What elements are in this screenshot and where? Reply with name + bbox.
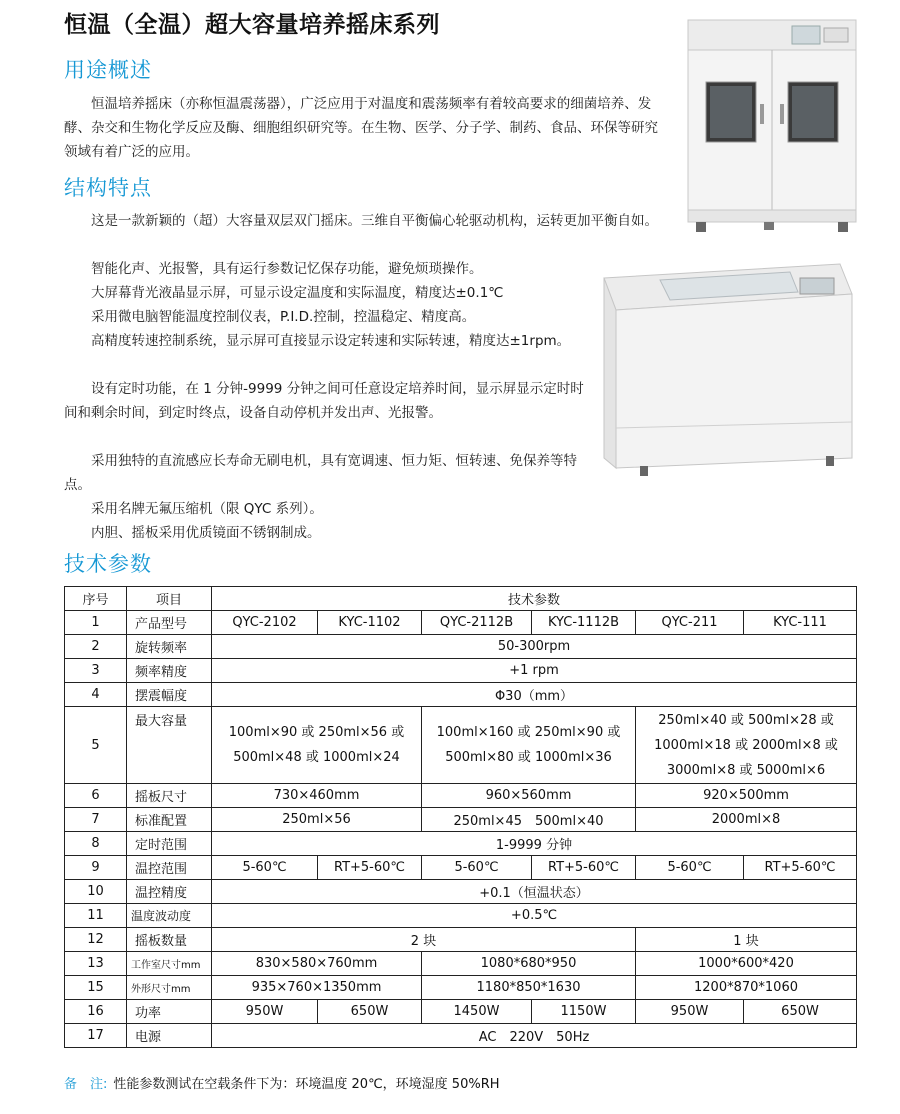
table-row <box>65 1024 857 1048</box>
row-item: 摇板尺寸 <box>127 784 212 808</box>
table-row <box>65 904 857 928</box>
feature-item: 采用名牌无氟压缩机（限 QYC 系列）。 <box>91 501 323 517</box>
table-row <box>65 784 857 808</box>
row-value: 1150W <box>532 1000 636 1024</box>
table-row <box>65 832 857 856</box>
row-no: 1 <box>65 611 127 635</box>
row-no: 13 <box>65 952 127 976</box>
feature-item: 高精度转速控制系统，显示屏可直接显示设定转速和实际转速，精度达±1rpm。 <box>91 333 571 349</box>
row-value: Φ30（mm） <box>212 683 857 707</box>
model-cell: KYC-111 <box>744 611 857 635</box>
row-item: 工作室尺寸mm <box>127 952 212 976</box>
row-value: RT+5-60℃ <box>744 856 857 880</box>
header-params: 技术参数 <box>212 587 857 611</box>
row-value: +0.5℃ <box>212 904 857 928</box>
row-item: 温控精度 <box>127 880 212 904</box>
row-value: 830×580×760mm <box>212 952 422 976</box>
row-no: 3 <box>65 659 127 683</box>
row-no: 8 <box>65 832 127 856</box>
capacity-group-1: 100ml×90 或 250ml×56 或 500ml×48 或 1000ml×24 <box>212 707 422 784</box>
row-no: 9 <box>65 856 127 880</box>
model-cell: QYC-2102 <box>212 611 318 635</box>
row-item: 功率 <box>127 1000 212 1024</box>
table-row <box>65 928 857 952</box>
row-value: 950W <box>636 1000 744 1024</box>
row-value: 920×500mm <box>636 784 857 808</box>
row-value: 1200*870*1060 <box>636 976 857 1000</box>
row-item: 频率精度 <box>127 659 212 683</box>
row-item: 摇板数量 <box>127 928 212 952</box>
row-value: 2 块 <box>212 928 636 952</box>
table-row <box>65 880 857 904</box>
row-value: AC 220V 50Hz <box>212 1024 857 1048</box>
row-value: +0.1（恒温状态） <box>212 880 857 904</box>
row-item: 电源 <box>127 1024 212 1048</box>
row-item: 标准配置 <box>127 808 212 832</box>
row-value: 250ml×56 <box>212 808 422 832</box>
footnote <box>64 1073 500 1092</box>
row-no: 6 <box>65 784 127 808</box>
row-value: 650W <box>318 1000 422 1024</box>
row-value: +1 rpm <box>212 659 857 683</box>
table-row <box>65 952 857 976</box>
row-value: 5-60℃ <box>422 856 532 880</box>
capacity-group-3: 250ml×40 或 500ml×28 或 1000ml×18 或 2000ml×8 或 3000ml×8 或 5000ml×6 <box>636 707 857 784</box>
table-row <box>65 707 857 784</box>
row-value: RT+5-60℃ <box>318 856 422 880</box>
header-no: 序号 <box>65 587 127 611</box>
model-cell: QYC-2112B <box>422 611 532 635</box>
feature-item: 大屏幕背光液晶显示屏，可显示设定温度和实际温度，精度达±0.1℃ <box>91 285 504 301</box>
vertical-shaker-image <box>680 14 865 246</box>
row-no: 12 <box>65 928 127 952</box>
row-value: 1000*600*420 <box>636 952 857 976</box>
table-row <box>65 1000 857 1024</box>
capacity-group-2: 100ml×160 或 250ml×90 或 500ml×80 或 1000ml×36 <box>422 707 636 784</box>
row-item: 最大容量 <box>127 707 212 784</box>
feature-item: 智能化声、光报警，具有运行参数记忆保存功能，避免烦琐操作。 <box>91 261 483 277</box>
row-no: 17 <box>65 1024 127 1048</box>
row-value: 1080*680*950 <box>422 952 636 976</box>
model-cell: QYC-211 <box>636 611 744 635</box>
row-value: 730×460mm <box>212 784 422 808</box>
horizontal-shaker-image <box>590 258 890 498</box>
feature-item: 内胆、摇板采用优质镜面不锈钢制成。 <box>91 525 321 541</box>
page-title: 恒温（全温）超大容量培养摇床系列 <box>64 12 440 38</box>
section-usage-heading: 用途概述 <box>64 58 152 82</box>
row-value: 1450W <box>422 1000 532 1024</box>
table-header-row <box>65 587 857 611</box>
row-value: RT+5-60℃ <box>532 856 636 880</box>
table-row <box>65 659 857 683</box>
row-value: 1-9999 分钟 <box>212 832 857 856</box>
row-value: 935×760×1350mm <box>212 976 422 1000</box>
header-item: 项目 <box>127 587 212 611</box>
table-row <box>65 856 857 880</box>
row-value: 960×560mm <box>422 784 636 808</box>
row-value: 1 块 <box>636 928 857 952</box>
table-row <box>65 635 857 659</box>
row-no: 7 <box>65 808 127 832</box>
row-value: 950W <box>212 1000 318 1024</box>
row-no: 5 <box>65 707 127 784</box>
row-no: 15 <box>65 976 127 1000</box>
footnote-text: 性能参数测试在空载条件下为：环境温度 20℃，环境湿度 50%RH <box>113 1077 500 1092</box>
section-structure-heading: 结构特点 <box>64 176 152 200</box>
table-row <box>65 808 857 832</box>
row-no: 2 <box>65 635 127 659</box>
model-cell: KYC-1112B <box>532 611 636 635</box>
spec-table <box>64 586 857 1048</box>
row-no: 10 <box>65 880 127 904</box>
row-no: 4 <box>65 683 127 707</box>
feature-item: 这是一款新颖的（超）大容量双层双门摇床。三维自平衡偏心轮驱动机构，运转更加平衡自如。 <box>91 213 658 229</box>
row-no: 11 <box>65 904 127 928</box>
row-item: 定时范围 <box>127 832 212 856</box>
row-item: 旋转频率 <box>127 635 212 659</box>
table-row <box>65 611 857 635</box>
feature-item: 采用微电脑智能温度控制仪表，P.I.D.控制，控温稳定、精度高。 <box>91 309 476 325</box>
table-row <box>65 683 857 707</box>
row-no: 16 <box>65 1000 127 1024</box>
section-specs-heading: 技术参数 <box>64 552 152 576</box>
row-value: 250ml×45 500ml×40 <box>422 808 636 832</box>
feature-item: 采用独特的直流感应长寿命无刷电机，具有宽调速、恒力矩、恒转速、免保养等特点。 <box>64 453 577 493</box>
row-item: 摆震幅度 <box>127 683 212 707</box>
row-value: 1180*850*1630 <box>422 976 636 1000</box>
row-value: 5-60℃ <box>636 856 744 880</box>
feature-item: 设有定时功能，在 1 分钟-9999 分钟之间可任意设定培养时间，显示屏显示定时时间和剩余时间，到定时终点，设备自动停机并发出声、光报警。 <box>64 381 584 421</box>
row-item: 温度波动度 <box>127 904 212 928</box>
row-value: 5-60℃ <box>212 856 318 880</box>
row-value: 650W <box>744 1000 857 1024</box>
row-item: 温控范围 <box>127 856 212 880</box>
footnote-label: 备 注: <box>64 1077 108 1092</box>
model-cell: KYC-1102 <box>318 611 422 635</box>
usage-paragraph: 恒温培养摇床（亦称恒温震荡器），广泛应用于对温度和震荡频率有着较高要求的细菌培养、发酵、杂交和生物化学反应及酶、细胞组织研究等。在生物、医学、分子学、制药、食品、环保等研究领域有着广泛的应用。 <box>64 96 658 160</box>
row-value: 50-300rpm <box>212 635 857 659</box>
row-item: 产品型号 <box>127 611 212 635</box>
table-row <box>65 976 857 1000</box>
row-item: 外形尺寸mm <box>127 976 212 1000</box>
row-value: 2000ml×8 <box>636 808 857 832</box>
